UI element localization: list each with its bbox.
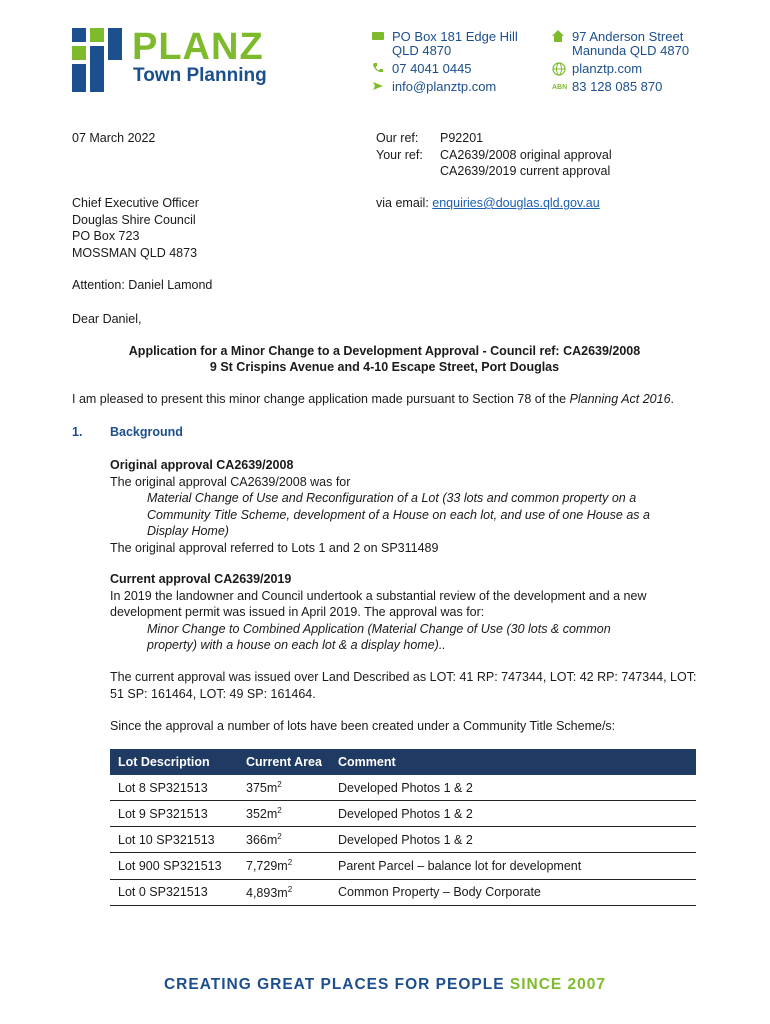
footer-slogan: CREATING GREAT PLACES FOR PEOPLE SINCE 2007	[163, 976, 607, 993]
contact-phone[interactable]: 07 4041 0445	[372, 62, 472, 76]
planz-logo-mark	[72, 28, 122, 92]
your-ref-1: CA2639/2008 original approval	[440, 148, 612, 162]
salutation: Dear Daniel,	[72, 312, 142, 326]
col-current-area: Current Area	[238, 749, 330, 775]
col-lot-description: Lot Description	[110, 749, 238, 775]
table-row: Lot 9 SP321513 $352m^2$ Developed Photos 1 & 2	[110, 801, 696, 827]
col-comment: Comment	[330, 749, 696, 775]
intro-paragraph: I am pleased to present this minor change application made pursuant to Section 78 of the Planning Act 2016.	[72, 392, 675, 406]
table-row: Lot 900 SP321513 $7,729m^2$ Parent Parcel – balance lot for development	[110, 853, 696, 879]
globe-icon	[552, 62, 566, 76]
original-approval-block: Original approval CA2639/2008 The original approval CA2639/2008 was for Material Change of Use and Reconfiguration of a Lot (33 lots and common property on a Community Title Scheme, development of a House on each lot, and use of one House as a Display Home) The original approval referred to Lots 1 and 2 on SP311489	[110, 457, 700, 556]
home-icon	[552, 30, 564, 42]
footer-since: SINCE 2007	[504, 976, 607, 993]
your-ref-2: CA2639/2019 current approval	[440, 164, 611, 178]
phone-icon	[372, 62, 384, 74]
current-approval-heading: Current approval CA2639/2019	[110, 572, 292, 586]
council-email-link[interactable]: enquiries@douglas.qld.gov.au	[432, 196, 600, 210]
table-row: Lot 8 SP321513 $375m^2$ Developed Photos 1 & 2	[110, 775, 696, 801]
attention-line: Attention: Daniel Lamond	[72, 278, 213, 292]
original-approval-heading: Original approval CA2639/2008	[110, 458, 294, 472]
table-row: Lot 10 SP321513 $366m^2$ Developed Photos 1 & 2	[110, 827, 696, 853]
current-approval-block: Current approval CA2639/2019 In 2019 the landowner and Council undertook a substantial review of the development and a new development permit was issued in April 2019. The approval was for: Minor Change to Combined Application (Material Change of Use (30 lots & common property) with a house on each lot & a display home)..	[110, 571, 700, 654]
contact-email[interactable]: info@planztp.com	[372, 80, 496, 94]
our-ref: P92201	[440, 131, 484, 145]
logo-subtitle: Town Planning	[133, 65, 267, 86]
our-ref-label: Our ref:	[376, 131, 419, 145]
subject-line-2: 9 St Crispins Avenue and 4-10 Escape Street, Port Douglas	[209, 360, 560, 374]
mail-icon	[372, 30, 384, 42]
recipient-address: Chief Executive Officer Douglas Shire Council PO Box 723 MOSSMAN QLD 4873	[72, 196, 199, 260]
lots-table	[110, 749, 696, 906]
abn-icon: ABN	[552, 83, 568, 91]
section-title: Background	[110, 425, 183, 439]
letter-date: 07 March 2022	[72, 131, 156, 145]
logo-wordmark: PLANZ	[132, 26, 264, 68]
contact-abn: ABN 83 128 085 870	[552, 79, 663, 94]
table-row: Lot 0 SP321513 $4,893m^2$ Common Property – Body Corporate	[110, 879, 696, 905]
via-email: via email: enquiries@douglas.qld.gov.au	[376, 196, 600, 210]
your-ref-label: Your ref:	[376, 148, 423, 162]
section-number: 1.	[72, 425, 83, 439]
table-header-row	[110, 749, 696, 775]
contact-website[interactable]: planztp.com	[552, 62, 642, 76]
land-description: The current approval was issued over Land Described as LOT: 41 RP: 747344, LOT: 42 RP: 747344, LOT: 51 SP: 161464, LOT: 49 SP: 161464.	[110, 670, 697, 701]
contact-po-box: PO Box 181 Edge Hill QLD 4870	[372, 30, 518, 58]
contact-street: 97 Anderson Street Manunda QLD 4870	[552, 30, 689, 58]
send-icon	[372, 80, 384, 92]
since-approval-text: Since the approval a number of lots have been created under a Community Title Scheme/s:	[110, 719, 616, 733]
subject-line-1: Application for a Minor Change to a Development Approval - Council ref: CA2639/2008	[128, 344, 641, 358]
